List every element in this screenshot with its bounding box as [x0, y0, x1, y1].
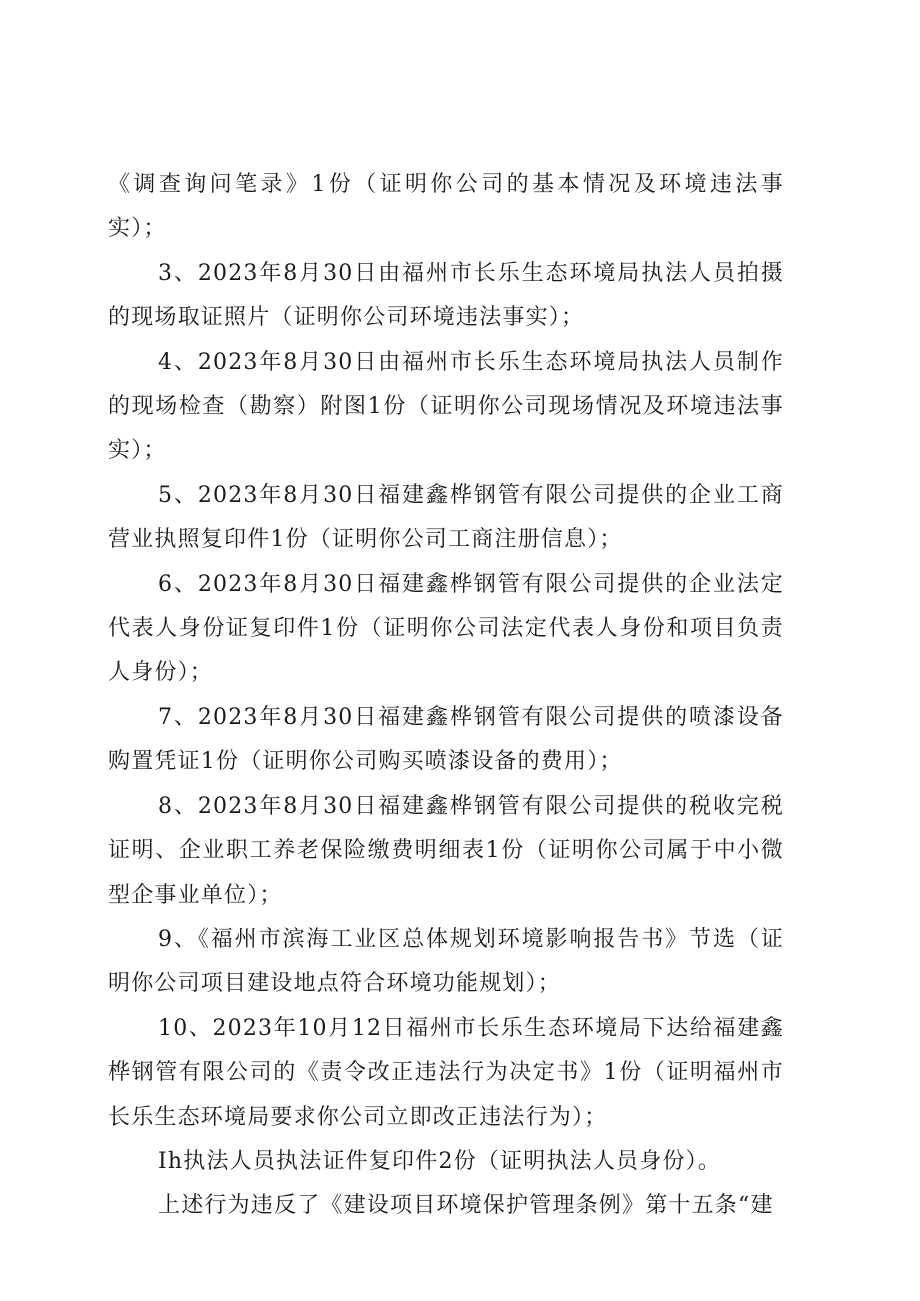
- paragraph-evidence-8: 8、2023年8月30日福建鑫桦钢管有限公司提供的税收完税证明、企业职工养老保险缴费明细表1份（证明你公司属于中小微型企事业单位）；: [108, 793, 784, 908]
- paragraph-evidence-3: 3、2023年8月30日由福州市长乐生态环境局执法人员拍摄的现场取证照片（证明你公司环境违法事实）；: [108, 260, 784, 331]
- paragraph-evidence-7: 7、2023年8月30日福建鑫桦钢管有限公司提供的喷漆设备购置凭证1份（证明你公司购买喷漆设备的费用）；: [108, 704, 784, 775]
- paragraph-violation-statement: 上述行为违反了《建设项目环境保护管理条例》第十五条“建: [158, 1193, 774, 1219]
- paragraph-evidence-10: 10、2023年10月12日福州市长乐生态环境局下达给福建鑫桦钢管有限公司的《责令改正违法行为决定书》1份（证明福州市长乐生态环境局要求你公司立即改正违法行为）；: [108, 1015, 784, 1130]
- paragraph-evidence-2-tail: 《调查询问笔录》1份（证明你公司的基本情况及环境违法事实）；: [108, 172, 784, 242]
- document-body: [108, 163, 784, 1229]
- paragraph-evidence-11: Ih执法人员执法证件复印件2份（证明执法人员身份）。: [158, 1148, 722, 1174]
- paragraph-evidence-5: 5、2023年8月30日福建鑫桦钢管有限公司提供的企业工商营业执照复印件1份（证明你公司工商注册信息）；: [108, 482, 784, 553]
- paragraph-evidence-6: 6、2023年8月30日福建鑫桦钢管有限公司提供的企业法定代表人身份证复印件1份（证明你公司法定代表人身份和项目负责人身份）；: [108, 571, 784, 686]
- paragraph-evidence-9: 9、《福州市滨海工业区总体规划环境影响报告书》节选（证明你公司项目建设地点符合环境功能规划）；: [108, 926, 784, 997]
- paragraph-evidence-4: 4、2023年8月30日由福州市长乐生态环境局执法人员制作的现场检查（勘察）附图1份（证明你公司现场情况及环境违法事实）；: [108, 349, 784, 464]
